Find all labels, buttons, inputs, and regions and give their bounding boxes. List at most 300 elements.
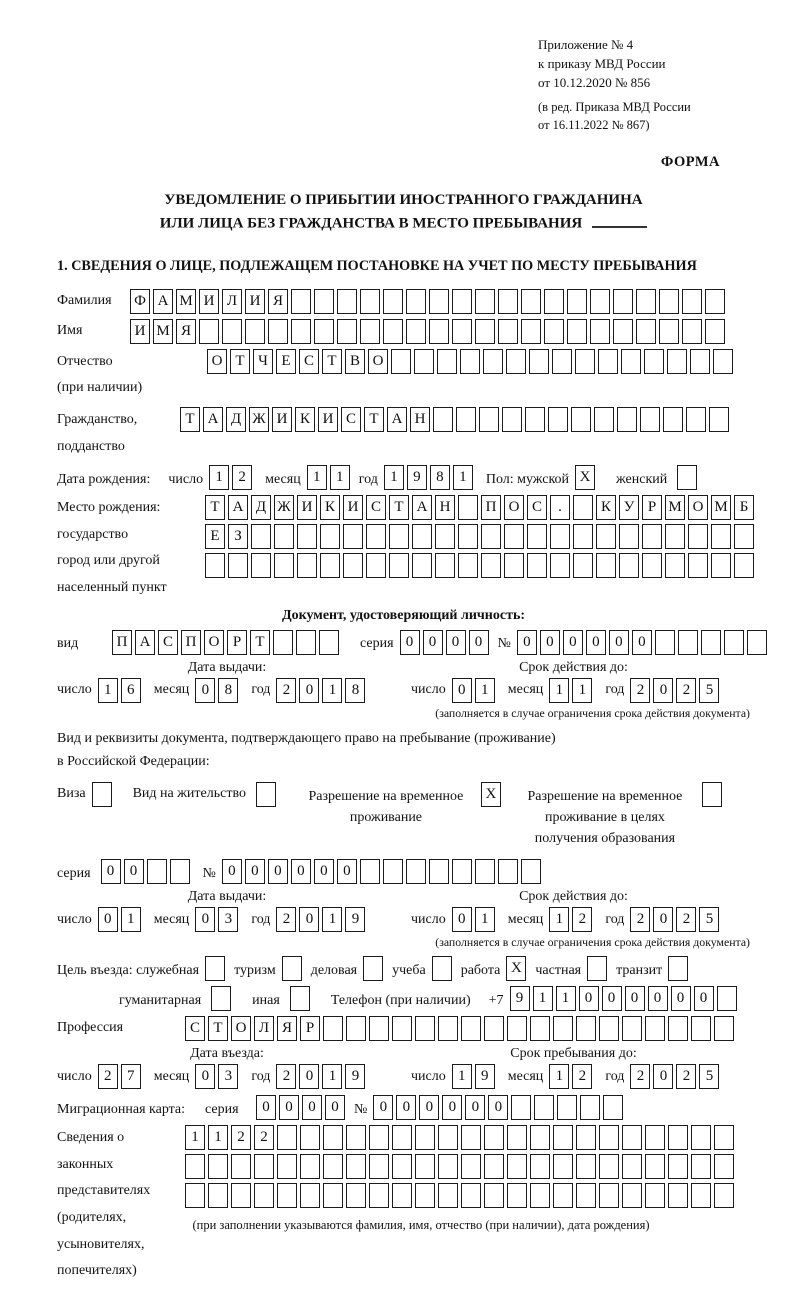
cell-box[interactable] [557, 1095, 577, 1120]
cell-box[interactable] [337, 289, 357, 314]
cell-box[interactable]: 0 [291, 859, 311, 884]
cell-box[interactable]: 0 [279, 1095, 299, 1120]
cell-box[interactable] [412, 524, 432, 549]
cell-box[interactable]: 5 [699, 678, 719, 703]
permit-issue-day-input[interactable] [98, 907, 144, 932]
cell-box[interactable]: 0 [517, 630, 537, 655]
doc-valid-year-input[interactable] [630, 678, 722, 703]
cell-box[interactable]: 0 [563, 630, 583, 655]
cell-box[interactable]: 0 [586, 630, 606, 655]
cell-box[interactable]: Т [322, 349, 342, 374]
cell-box[interactable]: 1 [208, 1125, 228, 1150]
doc-issue-day-input[interactable] [98, 678, 144, 703]
cell-box[interactable] [452, 859, 472, 884]
cell-box[interactable] [734, 524, 754, 549]
cell-box[interactable] [714, 1125, 734, 1150]
cell-box[interactable] [644, 349, 664, 374]
cell-box[interactable] [642, 553, 662, 578]
cell-box[interactable] [691, 1183, 711, 1208]
cell-box[interactable] [208, 1154, 228, 1179]
cell-box[interactable] [713, 349, 733, 374]
permit-valid-year-input[interactable] [630, 907, 722, 932]
cell-box[interactable] [613, 319, 633, 344]
cell-box[interactable] [300, 1183, 320, 1208]
cell-box[interactable]: М [153, 319, 173, 344]
doc-issue-year-input[interactable] [276, 678, 368, 703]
cell-box[interactable] [415, 1016, 435, 1041]
cell-box[interactable]: 1 [572, 678, 592, 703]
cell-box[interactable]: 1 [556, 986, 576, 1011]
cell-box[interactable]: 2 [276, 907, 296, 932]
cell-box[interactable]: Л [222, 289, 242, 314]
cell-box[interactable] [147, 859, 167, 884]
cell-box[interactable]: Н [410, 407, 430, 432]
cell-box[interactable] [484, 1154, 504, 1179]
cell-box[interactable] [659, 319, 679, 344]
cell-box[interactable]: 7 [121, 1064, 141, 1089]
cell-box[interactable]: 0 [222, 859, 242, 884]
cell-box[interactable] [525, 407, 545, 432]
cell-box[interactable] [231, 1183, 251, 1208]
cell-box[interactable]: 0 [195, 1064, 215, 1089]
cell-box[interactable]: 1 [549, 1064, 569, 1089]
cell-box[interactable]: 0 [465, 1095, 485, 1120]
cell-box[interactable] [619, 553, 639, 578]
cell-box[interactable] [747, 630, 767, 655]
cell-box[interactable] [277, 1183, 297, 1208]
cell-box[interactable] [553, 1016, 573, 1041]
cell-box[interactable] [701, 630, 721, 655]
cell-box[interactable] [366, 553, 386, 578]
cell-box[interactable]: 2 [572, 907, 592, 932]
cell-box[interactable]: Д [251, 495, 271, 520]
mig-series-input[interactable] [256, 1095, 348, 1120]
cell-box[interactable] [277, 1125, 297, 1150]
cell-box[interactable] [527, 524, 547, 549]
cell-box[interactable]: 0 [653, 678, 673, 703]
cell-box[interactable] [458, 553, 478, 578]
cell-box[interactable]: 1 [209, 465, 229, 490]
birthplace-row1-input[interactable] [205, 495, 757, 520]
purpose-private-checkbox[interactable] [587, 956, 610, 981]
cell-box[interactable]: 0 [245, 859, 265, 884]
birth-month-input[interactable] [307, 465, 353, 490]
cell-box[interactable] [323, 1125, 343, 1150]
cell-box[interactable]: 0 [609, 630, 629, 655]
cell-box[interactable]: М [711, 495, 731, 520]
cell-box[interactable] [576, 1016, 596, 1041]
cell-box[interactable]: 1 [475, 678, 495, 703]
cell-box[interactable] [320, 524, 340, 549]
cell-box[interactable] [406, 319, 426, 344]
cell-box[interactable]: 0 [671, 986, 691, 1011]
cell-box[interactable] [369, 1154, 389, 1179]
cell-box[interactable] [724, 630, 744, 655]
cell-box[interactable]: 2 [630, 907, 650, 932]
cell-box[interactable]: В [345, 349, 365, 374]
cell-box[interactable] [205, 553, 225, 578]
cell-box[interactable] [481, 524, 501, 549]
cell-box[interactable] [199, 319, 219, 344]
cell-box[interactable]: П [481, 495, 501, 520]
entry-year-input[interactable] [276, 1064, 368, 1089]
cell-box[interactable] [300, 1154, 320, 1179]
cell-box[interactable]: С [366, 495, 386, 520]
cell-box[interactable]: 3 [218, 1064, 238, 1089]
cell-box[interactable] [548, 407, 568, 432]
cell-box[interactable]: 2 [276, 678, 296, 703]
cell-box[interactable] [245, 319, 265, 344]
cell-box[interactable]: 0 [400, 630, 420, 655]
cell-box[interactable]: 1 [322, 678, 342, 703]
cell-box[interactable] [691, 1016, 711, 1041]
cell-box[interactable] [530, 1125, 550, 1150]
cell-box[interactable] [383, 289, 403, 314]
cell-box[interactable]: К [295, 407, 315, 432]
cell-box[interactable] [415, 1183, 435, 1208]
cell-box[interactable]: 0 [256, 1095, 276, 1120]
birth-year-input[interactable] [384, 465, 476, 490]
cell-box[interactable]: 9 [407, 465, 427, 490]
doc-issue-month-input[interactable] [195, 678, 241, 703]
cell-box[interactable] [461, 1016, 481, 1041]
cell-box[interactable]: 0 [469, 630, 489, 655]
cell-box[interactable]: Ж [274, 495, 294, 520]
cell-box[interactable] [575, 349, 595, 374]
cell-box[interactable] [392, 1016, 412, 1041]
cell-box[interactable]: З [228, 524, 248, 549]
cell-box[interactable]: 0 [195, 678, 215, 703]
cell-box[interactable] [343, 524, 363, 549]
cell-box[interactable] [484, 1125, 504, 1150]
cell-box[interactable] [438, 1154, 458, 1179]
cell-box[interactable]: 0 [299, 907, 319, 932]
cell-box[interactable] [688, 524, 708, 549]
cell-box[interactable]: 2 [676, 907, 696, 932]
cell-box[interactable] [550, 524, 570, 549]
cell-box[interactable] [360, 859, 380, 884]
cell-box[interactable] [277, 1154, 297, 1179]
cell-box[interactable] [590, 289, 610, 314]
birthplace-row3-input[interactable] [205, 553, 757, 578]
cell-box[interactable]: 3 [218, 907, 238, 932]
cell-box[interactable]: Р [300, 1016, 320, 1041]
cell-box[interactable] [323, 1154, 343, 1179]
cell-box[interactable] [717, 986, 737, 1011]
purpose-business-checkbox[interactable] [363, 956, 386, 981]
cell-box[interactable]: 0 [124, 859, 144, 884]
cell-box[interactable]: Т [389, 495, 409, 520]
cell-box[interactable]: 1 [549, 907, 569, 932]
cell-box[interactable]: 0 [625, 986, 645, 1011]
cell-box[interactable] [205, 956, 225, 981]
cell-box[interactable]: 0 [602, 986, 622, 1011]
cell-box[interactable] [645, 1183, 665, 1208]
cell-box[interactable]: А [412, 495, 432, 520]
cell-box[interactable] [389, 524, 409, 549]
cell-box[interactable]: 2 [276, 1064, 296, 1089]
cell-box[interactable] [346, 1183, 366, 1208]
cell-box[interactable] [507, 1125, 527, 1150]
cell-box[interactable] [274, 524, 294, 549]
cell-box[interactable] [711, 524, 731, 549]
cell-box[interactable] [282, 956, 302, 981]
cell-box[interactable] [435, 553, 455, 578]
cell-box[interactable]: 5 [699, 907, 719, 932]
cell-box[interactable] [599, 1154, 619, 1179]
cell-box[interactable] [389, 553, 409, 578]
cell-box[interactable] [678, 630, 698, 655]
cell-box[interactable]: 0 [446, 630, 466, 655]
cell-box[interactable]: К [320, 495, 340, 520]
cell-box[interactable] [544, 319, 564, 344]
cell-box[interactable]: 0 [442, 1095, 462, 1120]
cell-box[interactable] [290, 986, 310, 1011]
cell-box[interactable] [553, 1125, 573, 1150]
cell-box[interactable]: 1 [533, 986, 553, 1011]
cell-box[interactable] [415, 1125, 435, 1150]
cell-box[interactable] [655, 630, 675, 655]
cell-box[interactable] [544, 289, 564, 314]
cell-box[interactable] [677, 465, 697, 490]
cell-box[interactable]: И [272, 407, 292, 432]
cell-box[interactable] [553, 1183, 573, 1208]
cell-box[interactable]: 1 [384, 465, 404, 490]
cell-box[interactable] [667, 349, 687, 374]
cell-box[interactable] [360, 289, 380, 314]
cell-box[interactable]: У [619, 495, 639, 520]
cell-box[interactable]: X [481, 782, 501, 807]
cell-box[interactable] [659, 289, 679, 314]
cell-box[interactable]: 2 [98, 1064, 118, 1089]
cell-box[interactable] [590, 319, 610, 344]
cell-box[interactable] [314, 319, 334, 344]
purpose-official-checkbox[interactable] [205, 956, 228, 981]
cell-box[interactable]: А [387, 407, 407, 432]
patronymic-input[interactable] [207, 349, 736, 374]
cell-box[interactable] [314, 289, 334, 314]
entry-day-input[interactable] [98, 1064, 144, 1089]
cell-box[interactable] [438, 1125, 458, 1150]
cell-box[interactable]: О [688, 495, 708, 520]
cell-box[interactable] [391, 349, 411, 374]
representatives-row2-input[interactable] [185, 1154, 737, 1179]
cell-box[interactable] [668, 1016, 688, 1041]
cell-box[interactable] [452, 289, 472, 314]
cell-box[interactable] [665, 524, 685, 549]
cell-box[interactable] [458, 495, 478, 520]
cell-box[interactable] [682, 319, 702, 344]
cell-box[interactable] [406, 289, 426, 314]
cell-box[interactable]: X [575, 465, 595, 490]
cell-box[interactable] [599, 1016, 619, 1041]
cell-box[interactable] [228, 553, 248, 578]
cell-box[interactable]: 8 [218, 678, 238, 703]
cell-box[interactable] [300, 1125, 320, 1150]
cell-box[interactable] [211, 986, 231, 1011]
cell-box[interactable]: А [153, 289, 173, 314]
cell-box[interactable] [691, 1125, 711, 1150]
cell-box[interactable]: 0 [299, 1064, 319, 1089]
cell-box[interactable] [622, 1183, 642, 1208]
cell-box[interactable] [383, 319, 403, 344]
purpose-other-checkbox[interactable] [290, 986, 313, 1011]
cell-box[interactable]: 0 [648, 986, 668, 1011]
cell-box[interactable]: И [245, 289, 265, 314]
cell-box[interactable] [573, 495, 593, 520]
cell-box[interactable] [256, 782, 276, 807]
cell-box[interactable] [596, 524, 616, 549]
sex-female-checkbox[interactable] [677, 465, 700, 490]
cell-box[interactable] [668, 956, 688, 981]
cell-box[interactable] [498, 289, 518, 314]
cell-box[interactable]: 1 [322, 907, 342, 932]
cell-box[interactable] [461, 1183, 481, 1208]
permit-issue-year-input[interactable] [276, 907, 368, 932]
cell-box[interactable]: Ч [253, 349, 273, 374]
cell-box[interactable] [185, 1154, 205, 1179]
cell-box[interactable]: X [506, 956, 526, 981]
cell-box[interactable] [392, 1183, 412, 1208]
cell-box[interactable] [291, 289, 311, 314]
cell-box[interactable] [636, 289, 656, 314]
cell-box[interactable] [369, 1183, 389, 1208]
cell-box[interactable]: С [158, 630, 178, 655]
cell-box[interactable]: М [176, 289, 196, 314]
cell-box[interactable] [640, 407, 660, 432]
cell-box[interactable] [599, 1183, 619, 1208]
cell-box[interactable]: Н [435, 495, 455, 520]
cell-box[interactable]: 2 [630, 678, 650, 703]
cell-box[interactable]: П [181, 630, 201, 655]
cell-box[interactable] [552, 349, 572, 374]
doc-type-input[interactable] [112, 630, 342, 655]
cell-box[interactable] [617, 407, 637, 432]
cell-box[interactable] [580, 1095, 600, 1120]
cell-box[interactable]: 8 [345, 678, 365, 703]
cell-box[interactable] [475, 319, 495, 344]
cell-box[interactable]: 2 [231, 1125, 251, 1150]
stay-day-input[interactable] [452, 1064, 498, 1089]
cell-box[interactable]: 2 [630, 1064, 650, 1089]
cell-box[interactable] [273, 630, 293, 655]
cell-box[interactable] [481, 553, 501, 578]
cell-box[interactable] [438, 1016, 458, 1041]
cell-box[interactable] [429, 289, 449, 314]
cell-box[interactable]: 0 [373, 1095, 393, 1120]
cell-box[interactable]: Т [230, 349, 250, 374]
cell-box[interactable]: И [297, 495, 317, 520]
cell-box[interactable]: И [318, 407, 338, 432]
cell-box[interactable] [691, 1154, 711, 1179]
cell-box[interactable] [576, 1125, 596, 1150]
cell-box[interactable]: 0 [325, 1095, 345, 1120]
cell-box[interactable] [429, 319, 449, 344]
cell-box[interactable] [613, 289, 633, 314]
cell-box[interactable]: 0 [302, 1095, 322, 1120]
cell-box[interactable] [415, 1154, 435, 1179]
cell-box[interactable] [507, 1183, 527, 1208]
doc-valid-month-input[interactable] [549, 678, 595, 703]
cell-box[interactable] [603, 1095, 623, 1120]
cell-box[interactable]: 1 [121, 907, 141, 932]
cell-box[interactable] [297, 524, 317, 549]
cell-box[interactable]: 0 [195, 907, 215, 932]
permit-number-input[interactable] [222, 859, 544, 884]
cell-box[interactable]: 0 [488, 1095, 508, 1120]
cell-box[interactable]: Т [364, 407, 384, 432]
doc-series-input[interactable] [400, 630, 492, 655]
cell-box[interactable] [567, 289, 587, 314]
cell-box[interactable] [483, 349, 503, 374]
cell-box[interactable]: Я [268, 289, 288, 314]
cell-box[interactable] [714, 1016, 734, 1041]
cell-box[interactable]: Р [642, 495, 662, 520]
cell-box[interactable] [323, 1016, 343, 1041]
cell-box[interactable] [484, 1016, 504, 1041]
cell-box[interactable] [363, 956, 383, 981]
cell-box[interactable] [576, 1154, 596, 1179]
cell-box[interactable]: Р [227, 630, 247, 655]
cell-box[interactable] [622, 1154, 642, 1179]
stay-month-input[interactable] [549, 1064, 595, 1089]
cell-box[interactable]: Е [205, 524, 225, 549]
cell-box[interactable] [274, 553, 294, 578]
cell-box[interactable] [527, 553, 547, 578]
cell-box[interactable]: И [130, 319, 150, 344]
cell-box[interactable] [705, 319, 725, 344]
cell-box[interactable] [663, 407, 683, 432]
cell-box[interactable] [553, 1154, 573, 1179]
cell-box[interactable]: Ж [249, 407, 269, 432]
cell-box[interactable]: Л [254, 1016, 274, 1041]
cell-box[interactable] [208, 1183, 228, 1208]
cell-box[interactable] [599, 1125, 619, 1150]
cell-box[interactable] [458, 524, 478, 549]
cell-box[interactable] [433, 407, 453, 432]
cell-box[interactable] [690, 349, 710, 374]
cell-box[interactable] [573, 524, 593, 549]
cell-box[interactable] [682, 289, 702, 314]
cell-box[interactable] [645, 1154, 665, 1179]
cell-box[interactable]: П [112, 630, 132, 655]
cell-box[interactable]: 1 [453, 465, 473, 490]
cell-box[interactable]: Е [276, 349, 296, 374]
cell-box[interactable]: С [185, 1016, 205, 1041]
cell-box[interactable]: 1 [322, 1064, 342, 1089]
cell-box[interactable]: 0 [579, 986, 599, 1011]
visa-checkbox[interactable] [92, 782, 115, 807]
cell-box[interactable] [323, 1183, 343, 1208]
cell-box[interactable] [621, 349, 641, 374]
cell-box[interactable] [251, 524, 271, 549]
cell-box[interactable] [506, 349, 526, 374]
entry-month-input[interactable] [195, 1064, 241, 1089]
citizenship-input[interactable] [180, 407, 732, 432]
cell-box[interactable]: С [299, 349, 319, 374]
cell-box[interactable] [587, 956, 607, 981]
cell-box[interactable] [711, 553, 731, 578]
purpose-tourism-checkbox[interactable] [282, 956, 305, 981]
cell-box[interactable] [369, 1016, 389, 1041]
permit-series-input[interactable] [101, 859, 193, 884]
cell-box[interactable]: О [231, 1016, 251, 1041]
cell-box[interactable] [360, 319, 380, 344]
cell-box[interactable]: 1 [452, 1064, 472, 1089]
cell-box[interactable] [369, 1125, 389, 1150]
cell-box[interactable] [645, 1016, 665, 1041]
edu-permit-checkbox[interactable] [702, 782, 725, 807]
